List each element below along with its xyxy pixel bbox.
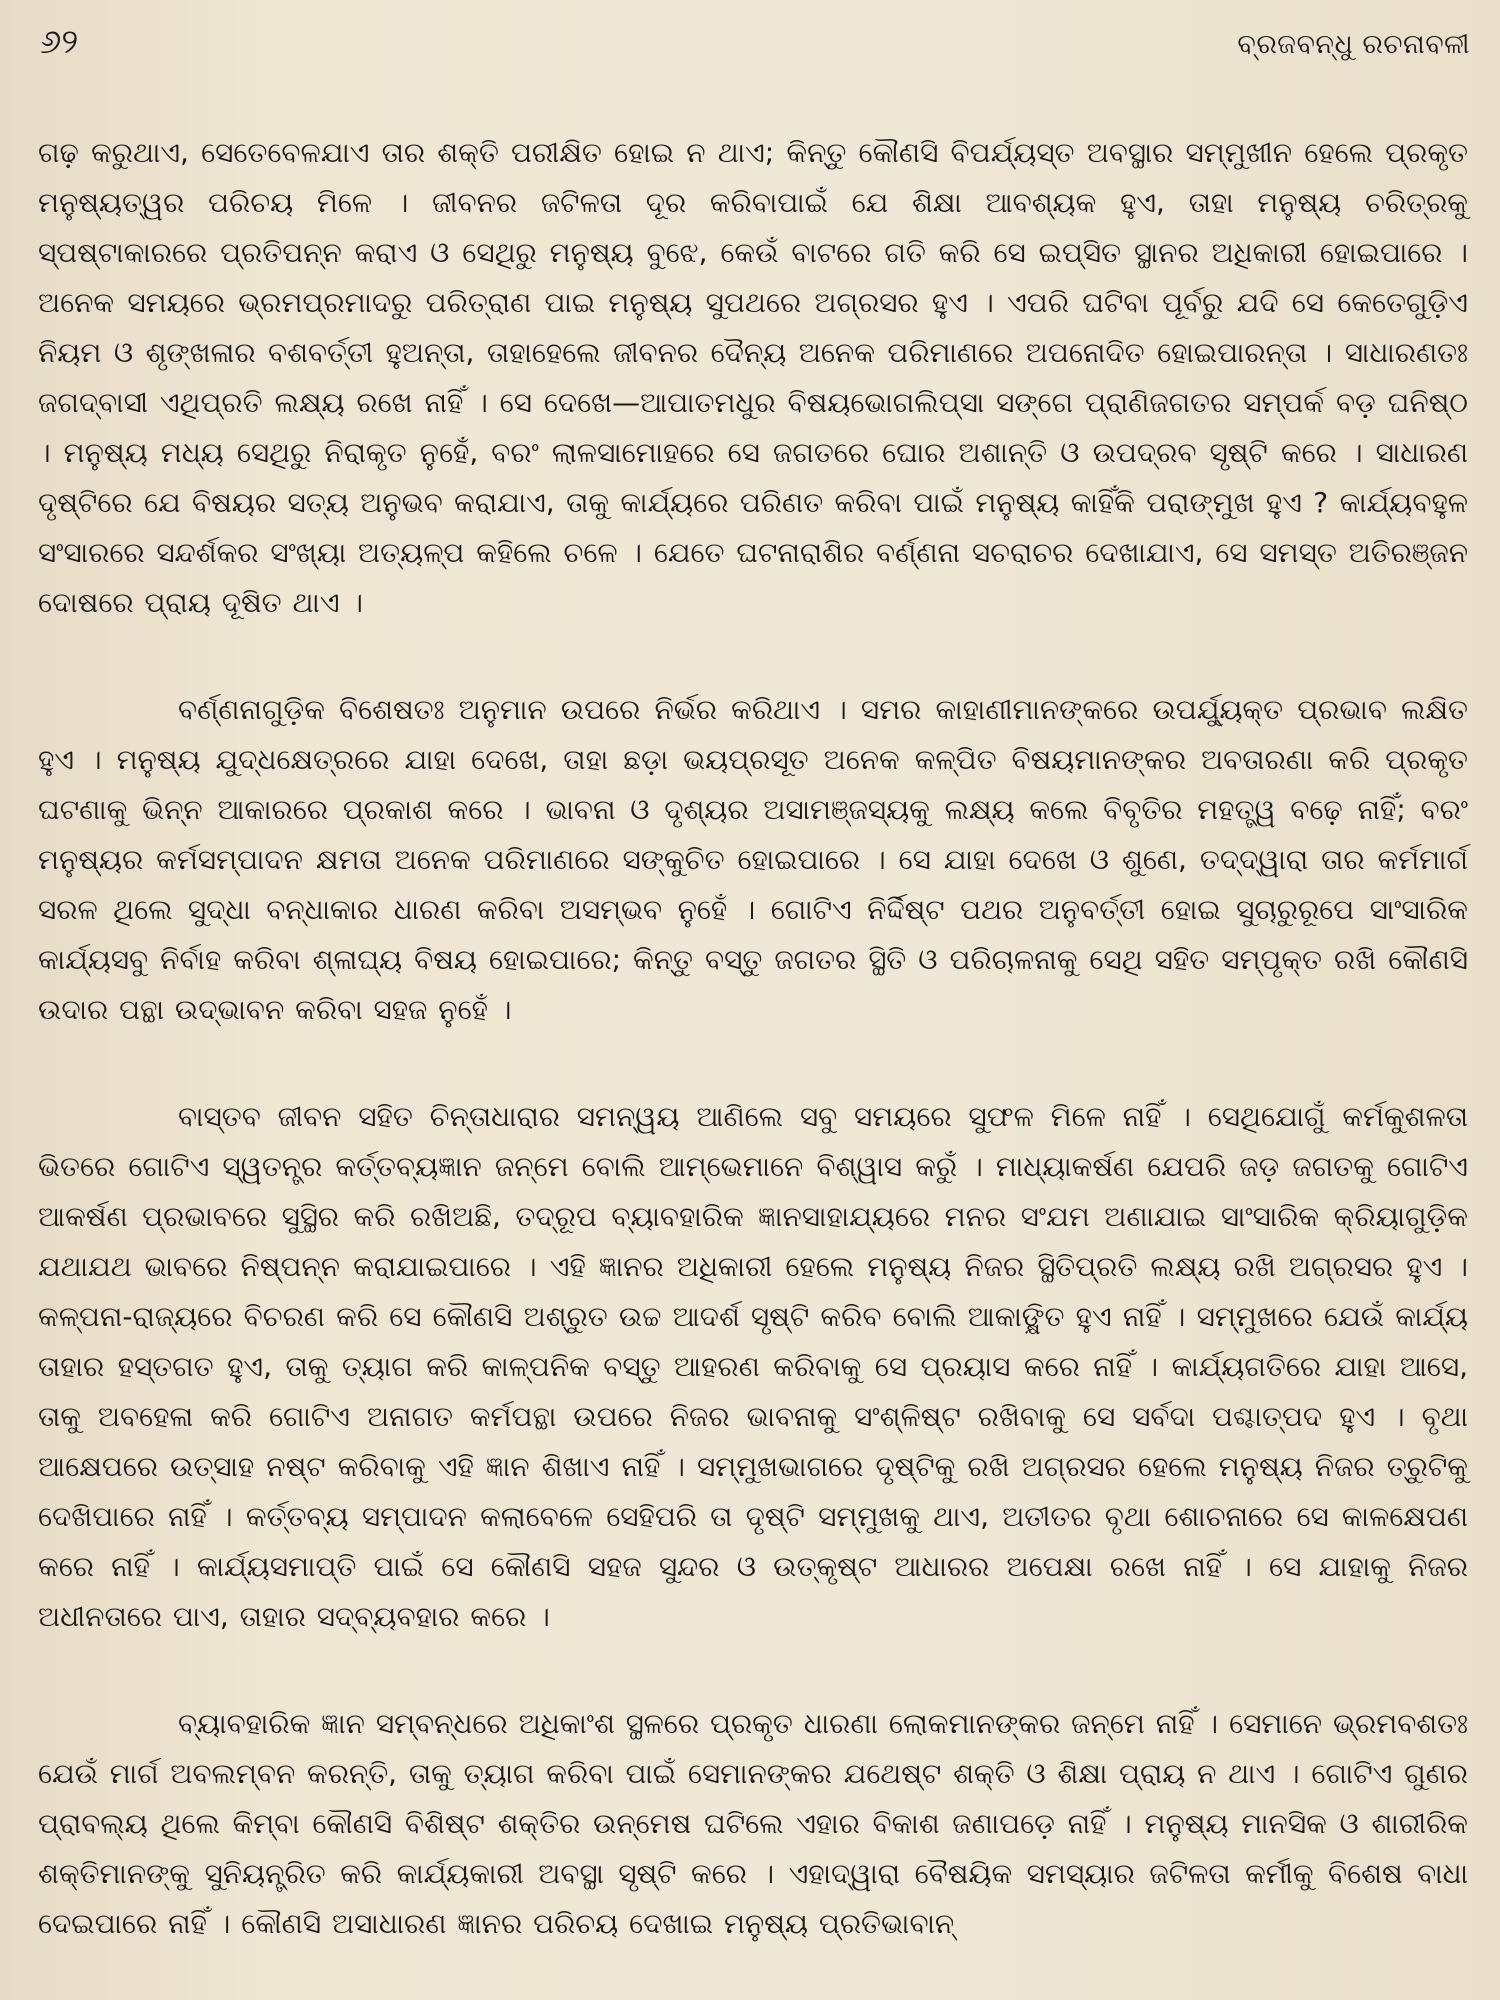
running-title: ବ୍ରଜବନ୍ଧୁ ରଚନାବଳୀ — [1237, 29, 1470, 60]
paragraph: ବ୍ୟାବହାରିକ ଜ୍ଞାନ ସମ୍ବନ୍ଧରେ ଅଧିକାଂଶ ସ୍ଥଳରେ ପ୍ରକୃତ ଧାରଣା ଲୋକମାନଙ୍କର ଜନ୍ମେ ନାହିଁ । ସେମାନେ ଭ୍ରମବଶତଃ ଯେଉଁ ମାର୍ଗ ଅବଲମ୍ବନ କରନ୍ତି, ତାକୁ ତ୍ୟାଗ କରିବା ପାଇଁ ସେମାନଙ୍କର ଯଥେଷ୍ଟ ଶକ୍ତି ଓ ଶିକ୍ଷା ପ୍ରାୟ ନ ଥାଏ । ଗୋଟିଏ ଗୁଣର ପ୍ରାବଲ୍ୟ ଥିଲେ କିମ୍ବା କୌଣସି ବିଶିଷ୍ଟ ଶକ୍ତିର ଉନ୍ମେଷ ଘଟିଲେ ଏହାର ବିକାଶ ଜଣାପଡ଼େ ନାହିଁ । ମନୁଷ୍ୟ ମାନସିକ ଓ ଶାରୀରିକ ଶକ୍ତିମାନଙ୍କୁ ସୁନିୟନ୍ତ୍ରିତ କରି କାର୍ଯ୍ୟକାରୀ ଅବସ୍ଥା ସୃଷ୍ଟି କରେ । ଏହାଦ୍ୱାରା ବୈଷୟିକ ସମସ୍ୟାର ଜଟିଳତା କର୍ମୀକୁ ବିଶେଷ ବାଧା ଦେଇପାରେ ନାହିଁ । କୌଣସି ଅସାଧାରଣ ଜ୍ଞାନର ପରିଚୟ ଦେଖାଇ ମନୁଷ୍ୟ ପ୍ରତିଭାବାନ୍ — [38, 1707, 1468, 1940]
paragraph: ବାସ୍ତବ ଜୀବନ ସହିତ ଚିନ୍ତାଧାରାର ସମନ୍ୱୟ ଆଣିଲେ ସବୁ ସମୟରେ ସୁଫଳ ମିଳେ ନାହିଁ । ସେଥିଯୋଗୁଁ କର୍ମକୁଶଳତା ଭିତରେ ଗୋଟିଏ ସ୍ୱତନ୍ତ୍ର କର୍ତ୍ତବ୍ୟଜ୍ଞାନ ଜନ୍ମେ ବୋଲି ଆମ୍ଭେମାନେ ବିଶ୍ୱାସ କରୁଁ । ମାଧ୍ୟାକର୍ଷଣ ଯେପରି ଜଡ଼ ଜଗତକୁ ଗୋଟିଏ ଆକର୍ଷଣ ପ୍ରଭାବରେ ସୁସ୍ଥିର କରି ରଖିଅଛି, ତଦ୍ରୂପ ବ୍ୟାବହାରିକ ଜ୍ଞାନସାହାଯ୍ୟରେ ମନର ସଂଯମ ଅଣାଯାଇ ସାଂସାରିକ କ୍ରିୟାଗୁଡ଼ିକ ଯଥାଯଥ ଭାବରେ ନିଷ୍ପନ୍ନ କରାଯାଇପାରେ । ଏହି ଜ୍ଞାନର ଅଧିକାରୀ ହେଲେ ମନୁଷ୍ୟ ନିଜର ସ୍ଥିତିପ୍ରତି ଲକ୍ଷ୍ୟ ରଖି ଅଗ୍ରସର ହୁଏ । କଳ୍ପନା-ରାଜ୍ୟରେ ବିଚରଣ କରି ସେ କୌଣସି ଅଶ୍ରୁତ ଉଚ୍ଚ ଆଦର୍ଶ ସୃଷ୍ଟି କରିବ ବୋଲି ଆକାଙ୍କ୍ଷିତ ହୁଏ ନାହିଁ । ସମ୍ମୁଖରେ ଯେଉଁ କାର୍ଯ୍ୟ ତାହାର ହସ୍ତଗତ ହୁଏ, ତାକୁ ତ୍ୟାଗ କରି କାଳ୍ପନିକ ବସ୍ତୁ ଆହରଣ କରିବାକୁ ସେ ପ୍ରୟାସ କରେ ନାହିଁ । କାର୍ଯ୍ୟଗତିରେ ଯାହା ଆସେ, ତାକୁ ଅବହେଳା କରି ଗୋଟିଏ ଅନାଗତ କର୍ମପନ୍ଥା ଉପରେ ନିଜର ଭାବନାକୁ ସଂଶ୍ଳିଷ୍ଟ ରଖିବାକୁ ସେ ସର୍ବଦା ପଶ୍ଚାତ୍ପଦ ହୁଏ । ବୃଥା ଆକ୍ଷେପରେ ଉତ୍ସାହ ନଷ୍ଟ କରିବାକୁ ଏହି ଜ୍ଞାନ ଶିଖାଏ ନାହିଁ । ସମ୍ମୁଖଭାଗରେ ଦୃଷ୍ଟିକୁ ରଖି ଅଗ୍ରସର ହେଲେ ମନୁଷ୍ୟ ନିଜର ତ୍ରୁଟିକୁ ଦେଖିପାରେ ନାହିଁ । କର୍ତ୍ତବ୍ୟ ସମ୍ପାଦନ କଲାବେଳେ ସେହିପରି ତା ଦୃଷ୍ଟି ସମ୍ମୁଖକୁ ଥାଏ, ଅତୀତର ବୃଥା ଶୋଚନାରେ ସେ କାଳକ୍ଷେପଣ କରେ ନାହିଁ । କାର୍ଯ୍ୟସମାପ୍ତି ପାଇଁ ସେ କୌଣସି ସହଜ ସୁନ୍ଦର ଓ ଉତ୍କୃଷ୍ଟ ଆଧାରର ଅପେକ୍ଷା ରଖେ ନାହିଁ । ସେ ଯାହାକୁ ନିଜର ଅଧୀନତାରେ ପାଏ, ତାହାର ସଦ୍‌ବ୍ୟବହାର କରେ । — [38, 1100, 1468, 1633]
page-number: ୬୨ — [40, 22, 79, 62]
page-header — [38, 22, 1470, 84]
paragraph: ଗଢ଼ କରୁଥାଏ, ସେତେବେଳଯାଏ ତାର ଶକ୍ତି ପରୀକ୍ଷିତ ହୋଇ ନ ଥାଏ; କିନ୍ତୁ କୌଣସି ବିପର୍ଯ୍ୟସ୍ତ ଅବସ୍ଥାର ସମ୍ମୁଖୀନ ହେଲେ ପ୍ରକୃତ ମନୁଷ୍ୟତ୍ୱର ପରିଚୟ ମିଳେ । ଜୀବନର ଜଟିଳତା ଦୂର କରିବାପାଇଁ ଯେ ଶିକ୍ଷା ଆବଶ୍ୟକ ହୁଏ, ତାହା ମନୁଷ୍ୟ ଚରିତ୍ରକୁ ସ୍ପଷ୍ଟାକାରରେ ପ୍ରତିପନ୍ନ କରାଏ ଓ ସେଥିରୁ ମନୁଷ୍ୟ ବୁଝେ, କେଉଁ ବାଟରେ ଗତି କରି ସେ ଇପ୍‌ସିତ ସ୍ଥାନର ଅଧିକାରୀ ହୋଇପାରେ । ଅନେକ ସମୟରେ ଭ୍ରମପ୍ରମାଦରୁ ପରିତ୍ରାଣ ପାଇ ମନୁଷ୍ୟ ସୁପଥରେ ଅଗ୍ରସର ହୁଏ । ଏପରି ଘଟିବା ପୂର୍ବରୁ ଯଦି ସେ କେତେଗୁଡ଼ିଏ ନିୟମ ଓ ଶୃଙ୍ଖଳାର ବଶବର୍ତ୍ତୀ ହୁଅନ୍ତା, ତାହାହେଲେ ଜୀବନର ଦୈନ୍ୟ ଅନେକ ପରିମାଣରେ ଅପନୋଦିତ ହୋଇପାରନ୍ତା । ସାଧାରଣତଃ ଜଗଦ୍‌ବାସୀ ଏଥିପ୍ରତି ଲକ୍ଷ୍ୟ ରଖେ ନାହିଁ । ସେ ଦେଖେ—ଆପାତମଧୁର ବିଷୟଭୋଗଲିପ୍‌ସା ସଙ୍ଗେ ପ୍ରାଣିଜଗତର ସମ୍ପର୍କ ବଡ଼ ଘନିଷ୍ଠ । ମନୁଷ୍ୟ ମଧ୍ୟ ସେଥିରୁ ନିରାକୃତ ନୁହେଁ, ବରଂ ଲାଳସାମୋହରେ ସେ ଜଗତରେ ଘୋର ଅଶାନ୍ତି ଓ ଉପଦ୍ରବ ସୃଷ୍ଟି କରେ । ସାଧାରଣ ଦୃଷ୍ଟିରେ ଯେ ବିଷୟର ସତ୍ୟ ଅନୁଭବ କରାଯାଏ, ତାକୁ କାର୍ଯ୍ୟରେ ପରିଣତ କରିବା ପାଇଁ ମନୁଷ୍ୟ କାହିଁକି ପରାଙ୍ମୁଖ ହୁଏ ? କାର୍ଯ୍ୟବହୁଳ ସଂସାରରେ ସନ୍ଦର୍ଶକର ସଂଖ୍ୟା ଅତ୍ୟଳ୍ପ କହିଲେ ଚଳେ । ଯେତେ ଘଟନାରାଶିର ବର୍ଣ୍ଣନା ସଚରାଚର ଦେଖାଯାଏ, ସେ ସମସ୍ତ ଅତିରଞ୍ଜନ ଦୋଷରେ ପ୍ରାୟ ଦୂଷିତ ଥାଏ । — [38, 136, 1468, 619]
page-body — [38, 128, 1468, 1949]
paragraph: ବର୍ଣ୍ଣନାଗୁଡ଼ିକ ବିଶେଷତଃ ଅନୁମାନ ଉପରେ ନିର୍ଭର କରିଥାଏ । ସମର କାହାଣୀମାନଙ୍କରେ ଉପର୍ଯ୍ୟୁକ୍ତ ପ୍ରଭାବ ଲକ୍ଷିତ ହୁଏ । ମନୁଷ୍ୟ ଯୁଦ୍ଧକ୍ଷେତ୍ରରେ ଯାହା ଦେଖେ, ତାହା ଛଡ଼ା ଭୟପ୍ରସୂତ ଅନେକ କଳ୍ପିତ ବିଷୟମାନଙ୍କର ଅବତାରଣା କରି ପ୍ରକୃତ ଘଟଣାକୁ ଭିନ୍ନ ଆକାରରେ ପ୍ରକାଶ କରେ । ଭାବନା ଓ ଦୃଶ୍ୟର ଅସାମଞ୍ଜସ୍ୟକୁ ଲକ୍ଷ୍ୟ କଲେ ବିବୃତିର ମହତ୍ତ୍ୱ ବଢ଼େ ନାହିଁ; ବରଂ ମନୁଷ୍ୟର କର୍ମସମ୍ପାଦନ କ୍ଷମତା ଅନେକ ପରିମାଣରେ ସଙ୍କୁଚିତ ହୋଇପାରେ । ସେ ଯାହା ଦେଖେ ଓ ଶୁଣେ, ତଦ୍‌ଦ୍ୱାରା ତାର କର୍ମମାର୍ଗ ସରଳ ଥିଲେ ସୁଦ୍ଧା ବନ୍ଧାକାର ଧାରଣ କରିବା ଅସମ୍ଭବ ନୁହେଁ । ଗୋଟିଏ ନିର୍ଦ୍ଦିଷ୍ଟ ପଥର ଅନୁବର୍ତ୍ତୀ ହୋଇ ସୁଚାରୁରୂପେ ସାଂସାରିକ କାର୍ଯ୍ୟସବୁ ନିର୍ବାହ କରିବା ଶ୍ଳାଘ୍ୟ ବିଷୟ ହୋଇପାରେ; କିନ୍ତୁ ବସ୍ତୁ ଜଗତର ସ୍ଥିତି ଓ ପରିଚାଳନାକୁ ସେଥି ସହିତ ସମ୍ପୃକ୍ତ ରଖି କୌଣସି ଉଦାର ପନ୍ଥା ଉଦ୍ଭାବନ କରିବା ସହଜ ନୁହେଁ । — [38, 693, 1469, 1026]
